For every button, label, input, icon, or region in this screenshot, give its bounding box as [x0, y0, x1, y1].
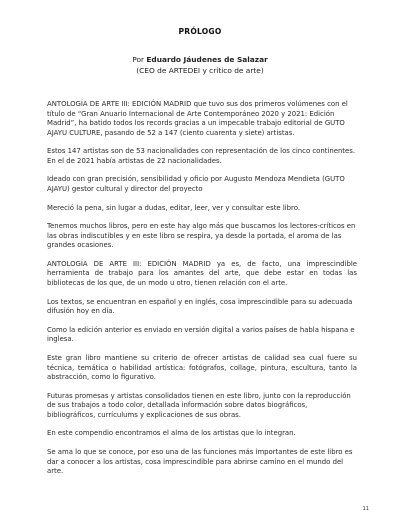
paragraph: Tenemos muchos libros, pero en este hay algo más que buscamos los lectores-críticos en las obras indiscutibles y en este libro se respira, ya desde la portada, el aroma de las grandes ocasiones.: [47, 222, 356, 250]
paragraph: ANTOLOGÍA DE ARTE III: EDICIÓN MADRID ya es, de facto, una imprescindible herramienta de trabajo para los amantes del arte, que debe estar en todas las bibliotecas de los que, de un modo u otro, tienen relación con el arte.: [47, 259, 357, 287]
author-prefix: Por: [132, 55, 147, 64]
paragraph: Estos 147 artistas son de 53 nacionalidades con representación de los cinco continentes. En el de 2021 había artistas de 22 nacionalidades.: [47, 147, 356, 165]
paragraph: ANTOLOGÍA DE ARTE III: EDICIÓN MADRID que tuvo sus dos primeros volúmenes con el título de “Gran Anuario Internacional de Arte Contemporáneo 2020 y 2021: Edición Madrid”, ha batido todos los records gracias a un impecable trabajo editorial de GUTO AJAYU CULTURE, pasando de 52 a 147 (ciento cuarenta y siete) artistas.: [47, 100, 348, 137]
author-line: [0, 55, 400, 64]
author-name: Eduardo Jáudenes de Salazar: [146, 55, 268, 64]
page-title: PRÓLOGO: [178, 27, 222, 36]
paragraph: En este compendio encontramos el alma de los artistas que lo integran.: [47, 429, 296, 438]
paragraph: Los textos, se encuentran en español y en inglés, cosa imprescindible para su adecuada difusión hoy en día.: [47, 297, 353, 316]
paragraph: Futuras promesas y artistas consolidados tienen en este libro, junto con la reproducción de sus trabajos a todo color, detallada información sobre datos biográficos, bibliográficos, currículums y explicaciones de sus obras.: [47, 391, 351, 419]
paragraph: Mereció la pena, sin lugar a dudas, editar, leer, ver y consultar este libro.: [47, 203, 301, 212]
paragraph: Ideado con gran precisión, sensibilidad y oficio por Augusto Mendoza Mendieta (GUTO AJAYU) gestor cultural y director del proyecto: [47, 175, 345, 193]
paragraph: Este gran libro mantiene su criterio de ofrecer artistas de calidad sea cual fuere su técnica, temática o habilidad artística: fotógrafos, collage, pintura, escultura, tanto la abstracción, como lo figurativo.: [47, 354, 357, 381]
author-role: (CEO de ARTEDEI y crítico de arte): [136, 66, 264, 75]
paragraph: Como la edición anterior es enviado en versión digital a varios países de habla hispana e inglesa.: [47, 325, 355, 344]
paragraph: Se ama lo que se conoce, por eso una de las funciones más importantes de este libro es dar a conocer a los artistas, cosa imprescindible para abrirse camino en el mundo del arte.: [47, 448, 353, 476]
prologue-body: [47, 100, 357, 486]
page-number: 11: [362, 506, 369, 512]
